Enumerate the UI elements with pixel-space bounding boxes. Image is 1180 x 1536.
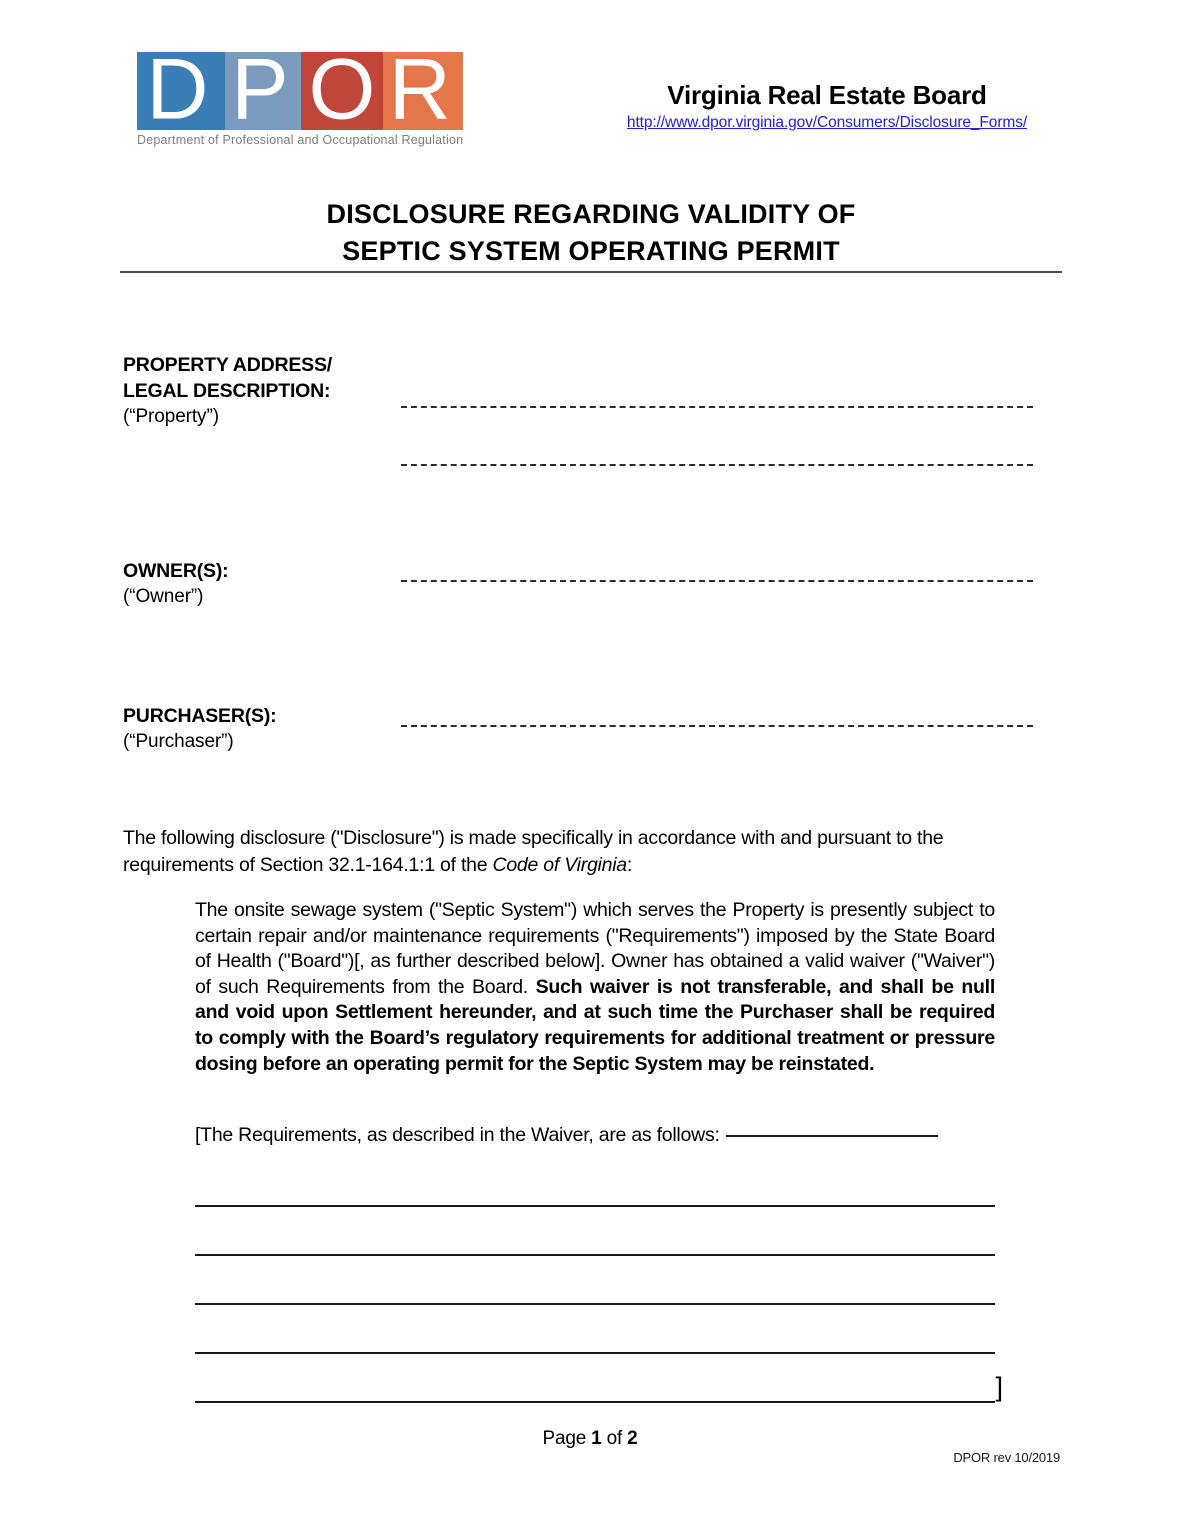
field-property-input-line-2[interactable] <box>401 464 1033 466</box>
agency-url-link[interactable]: http://www.dpor.virginia.gov/Consumers/Disclosure_Forms/ <box>626 114 1028 131</box>
dpor-logo <box>137 52 471 147</box>
requirements-input-line-5[interactable] <box>195 1401 995 1403</box>
requirements-input-line-1[interactable] <box>195 1205 995 1207</box>
field-property-input-line-1[interactable] <box>401 406 1033 408</box>
field-property-label <box>123 352 398 430</box>
page-number-footer <box>0 1428 1180 1450</box>
intro-paragraph <box>123 825 1043 879</box>
requirements-closing-bracket: ] <box>995 1372 1003 1402</box>
requirements-intro-text: [The Requirements, as described in the Waiver, are as follows: <box>195 1124 720 1146</box>
blank-line-row <box>195 1327 995 1376</box>
intro-code-of-virginia: Code of Virginia <box>492 854 627 876</box>
blank-line-row <box>195 1278 995 1327</box>
page-number-total: 2 <box>627 1428 638 1449</box>
field-purchasers-sublabel: (“Purchaser”) <box>123 731 234 752</box>
logo-tile-o-icon <box>301 52 383 130</box>
field-purchasers-input-line[interactable] <box>401 725 1033 727</box>
requirements-input-line-4[interactable] <box>195 1352 995 1354</box>
blank-line-row <box>195 1180 995 1229</box>
logo-letter-o: O <box>308 52 376 130</box>
logo-tile-d-icon <box>137 52 225 130</box>
requirements-inline-input-line[interactable] <box>726 1135 938 1137</box>
field-owners-input-line[interactable] <box>401 580 1033 582</box>
field-property-label-line-1: PROPERTY ADDRESS/ <box>123 354 332 376</box>
page-label-middle: of <box>601 1428 628 1449</box>
logo-letter-r: R <box>388 52 451 130</box>
page-title-line-1: DISCLOSURE REGARDING VALIDITY OF <box>326 199 856 229</box>
requirements-blank-lines <box>195 1180 1003 1425</box>
blank-line-row <box>195 1372 1003 1425</box>
logo-tile-p-icon <box>225 52 301 130</box>
blank-line-row <box>195 1229 995 1278</box>
field-purchasers-label-line-1: PURCHASER(S): <box>123 705 277 727</box>
dpor-logo-tiles <box>137 52 463 130</box>
field-property-sublabel: (“Property”) <box>123 406 219 427</box>
logo-letter-p: P <box>231 52 289 130</box>
intro-text-part-2: : <box>626 854 633 876</box>
requirements-input-line-2[interactable] <box>195 1254 995 1256</box>
agency-block <box>592 80 1062 132</box>
page-label-prefix: Page <box>542 1428 592 1449</box>
page-title <box>120 196 1062 270</box>
disclosure-paragraph <box>195 898 995 1077</box>
revision-stamp: DPOR rev 10/2019 <box>953 1450 1060 1465</box>
disclosure-text-bold: Such waiver is not transferable, and shall be null and void upon Settlement hereunder, and at such time the Purchaser shall be required to comply with the Board’s regulatory requirements for additional treatment or pressure dosing before an operating permit for the Septic System may be reinstated. <box>195 975 995 1075</box>
field-owners-label-line-1: OWNER(S): <box>123 560 229 582</box>
logo-tagline: Department of Professional and Occupational Regulation <box>137 133 464 147</box>
disclosure-text-regular: The onsite sewage system ("Septic System") which serves the Property is presently subject to certain repair and/or maintenance requirements ("Requirements") imposed by the State Board of Health ("Board")[, as further described below]. Owner has obtained a valid waiver ("Waiver") of such Requirements from the Board. <box>195 899 995 998</box>
field-owners-label <box>123 558 398 610</box>
logo-tile-r-icon <box>383 52 463 130</box>
field-owners-sublabel: (“Owner”) <box>123 586 204 607</box>
title-divider <box>120 271 1062 273</box>
field-property-label-line-2: LEGAL DESCRIPTION: <box>123 380 331 402</box>
intro-text-part-1: The following disclosure ("Disclosure") is made specifically in accordance with and pursuant to the requirements of Section 32.1-164.1:1 of the <box>123 827 944 876</box>
logo-letter-d: D <box>146 52 209 130</box>
requirements-intro-line <box>195 1122 995 1148</box>
page-number-current: 1 <box>591 1428 602 1449</box>
field-purchasers-label <box>123 703 398 755</box>
page-title-line-2: SEPTIC SYSTEM OPERATING PERMIT <box>342 236 840 266</box>
page-header <box>0 52 1180 172</box>
agency-title: Virginia Real Estate Board <box>667 80 987 110</box>
requirements-input-line-3[interactable] <box>195 1303 995 1305</box>
